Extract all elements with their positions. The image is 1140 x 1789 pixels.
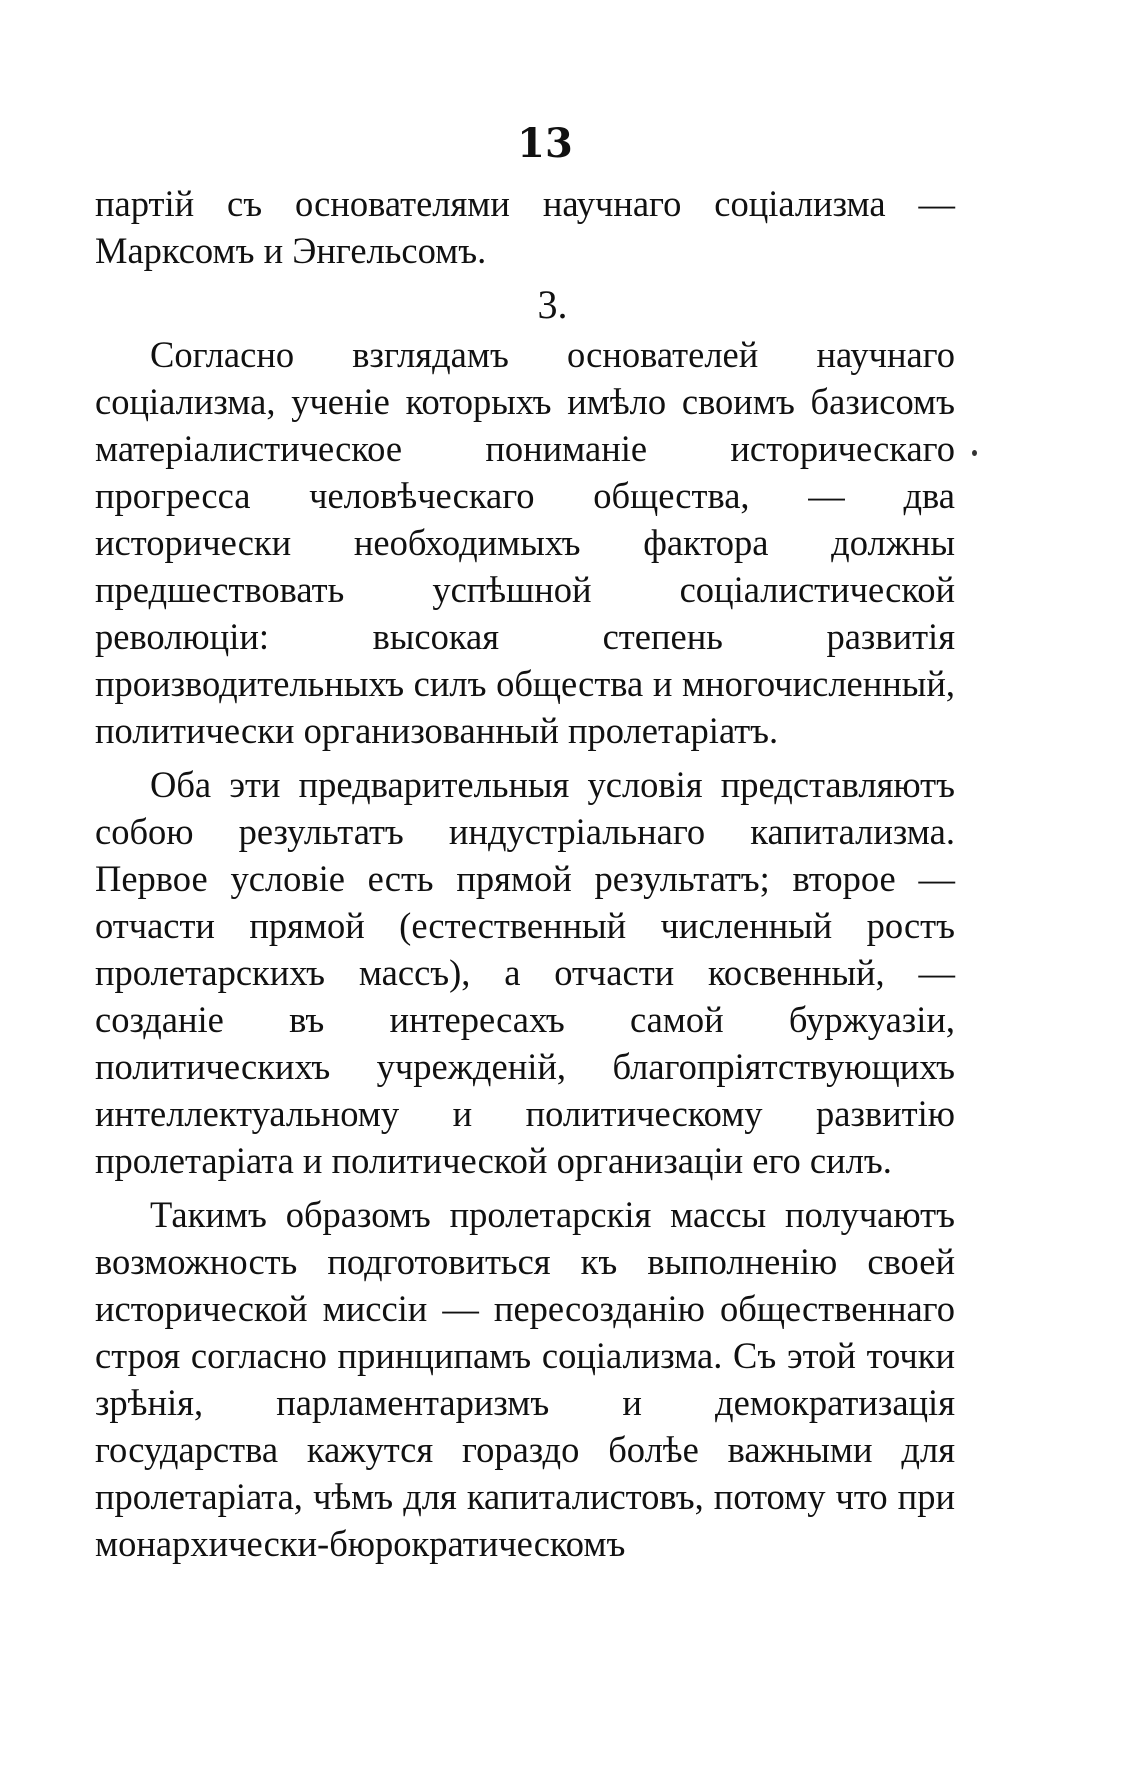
page — [95, 120, 955, 1574]
paragraph: Оба эти предварительныя условія представляютъ собою результатъ индустріальнаго капитализма. Первое условіе есть прямой результатъ; второе — отчасти прямой (естественный численный ростъ пролетарскихъ массъ), а отчасти косвенный, — созданіе въ интересахъ самой буржуазіи, политическихъ учрежденій, благопріятствующихъ интеллектуальному и политическому развитію пролетаріата и политической организаціи его силъ. — [95, 764, 955, 1181]
ink-speck — [972, 450, 977, 456]
text-block — [95, 180, 955, 1567]
section-number: 3. — [537, 282, 568, 327]
paragraph: Такимъ образомъ пролетарскія массы получаютъ возможность подготовиться къ выполненію своей исторической миссіи — пересозданію общественнаго строя согласно принципамъ соціализма. Съ этой точки зрѣнія, парламентаризмъ и демократизація государства кажутся гораздо болѣе важными для пролетаріата, чѣмъ для капиталистовъ, потому что при монархически-бюрократическомъ — [95, 1194, 955, 1564]
page-number: 13 — [517, 120, 573, 167]
paragraph-continued: партій съ основателями научнаго соціализма — Марксомъ и Энгельсомъ. — [95, 183, 955, 271]
paragraph: Согласно взглядамъ основателей научнаго соціализма, ученіе которыхъ имѣло своимъ базисомъ матеріалистическое пониманіе историческаго прогресса человѣческаго общества, — два исторически необходимыхъ фактора должны предшествовать успѣшной соціалистической революціи: высокая степень развитія производительныхъ силъ общества и многочисленный, политически организованный пролетаріатъ. — [95, 334, 955, 751]
